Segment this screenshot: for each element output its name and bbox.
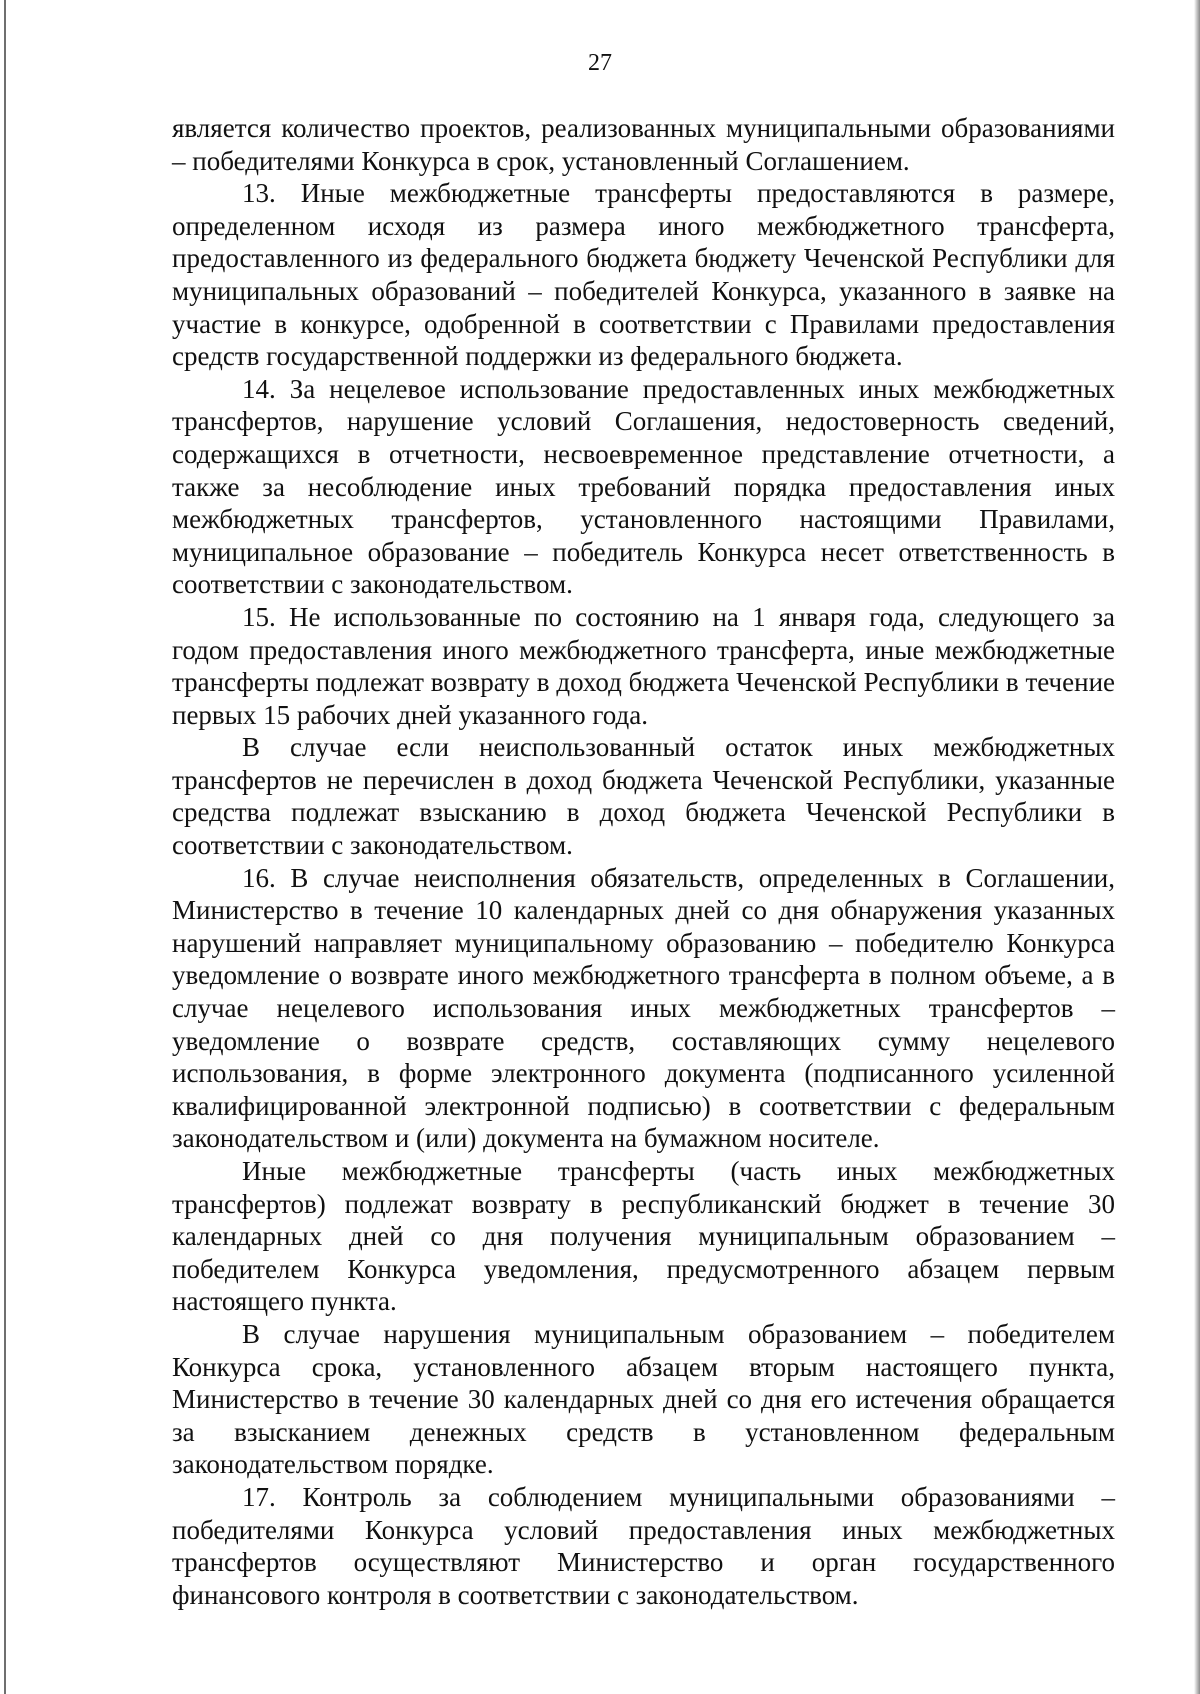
paragraph-16: 16. В случае неисполнения обязательств, определенных в Соглашении, Министерство в течение 10 календарных дней со дня обнаружения указанных нарушений направляет муниципальному образованию – победителю Конкурса уведомление о возврате иного межбюджетного трансферта в полном объеме, а в случае нецелевого использования иных межбюджетных трансфертов – уведомление о возврате средств, составляющих сумму нецелевого использования, в форме электронного документа (подписанного усиленной квалифицированной электронной подписью) в соответствии с федеральным законодательством и (или) документа на бумажном носителе. (172, 862, 1115, 1154)
paragraph-continuation: является количество проектов, реализованных муниципальными образованиями – победителями Конкурса в срок, установленный Соглашением. (172, 113, 1115, 176)
paragraph-16-second: Иные межбюджетные трансферты (часть иных межбюджетных трансфертов) подлежат возврату в республиканский бюджет в течение 30 календарных дней со дня получения муниципальным образованием – победителем Конкурса уведомления, предусмотренного абзацем первым настоящего пункта. (172, 1156, 1115, 1317)
paragraph-13: 13. Иные межбюджетные трансферты предоставляются в размере, определенном исходя из размера иного межбюджетного трансферта, предоставленного из федерального бюджета бюджету Чеченской Республики для муниципальных образований – победителей Конкурса, указанного в заявке на участие в конкурсе, одобренной в соответствии с Правилами предоставления средств государственной поддержки из федерального бюджета. (172, 178, 1115, 372)
paragraph-16-third: В случае нарушения муниципальным образованием – победителем Конкурса срока, установленного абзацем вторым настоящего пункта, Министерство в течение 30 календарных дней со дня его истечения обращается за взысканием денежных средств в установленном федеральным законодательством порядке. (172, 1318, 1115, 1480)
paragraph-15: 15. Не использованные по состоянию на 1 января года, следующего за годом предоставления иного межбюджетного трансферта, иные межбюджетные трансферты подлежат возврату в доход бюджета Чеченской Республики в течение первых 15 рабочих дней указанного года. (172, 601, 1115, 730)
body-text (172, 112, 1115, 1611)
page-number: 27 (588, 50, 612, 76)
paragraph-14: 14. За нецелевое использование предоставленных иных межбюджетных трансфертов, нарушение условий Соглашения, недостоверность сведений, содержащихся в отчетности, несвоевременное представление отчетности, а также за несоблюдение иных требований порядка предоставления иных межбюджетных трансфертов, установленного настоящими Правилами, муниципальное образование – победитель Конкурса несет ответственность в соответствии с законодательством. (172, 373, 1115, 600)
paragraph-17: 17. Контроль за соблюдением муниципальными образованиями – победителями Конкурса условий предоставления иных межбюджетных трансфертов осуществляют Министерство и орган государственного финансового контроля в соответствии с законодательством. (172, 1481, 1115, 1610)
scan-edge-right (1194, 0, 1200, 1694)
paragraph-15-second: В случае если неиспользованный остаток иных межбюджетных трансфертов не перечислен в доход бюджета Чеченской Республики, указанные средства подлежат взысканию в доход бюджета Чеченской Республики в соответствии с законодательством. (172, 732, 1115, 861)
scan-edge-left (4, 0, 6, 1694)
